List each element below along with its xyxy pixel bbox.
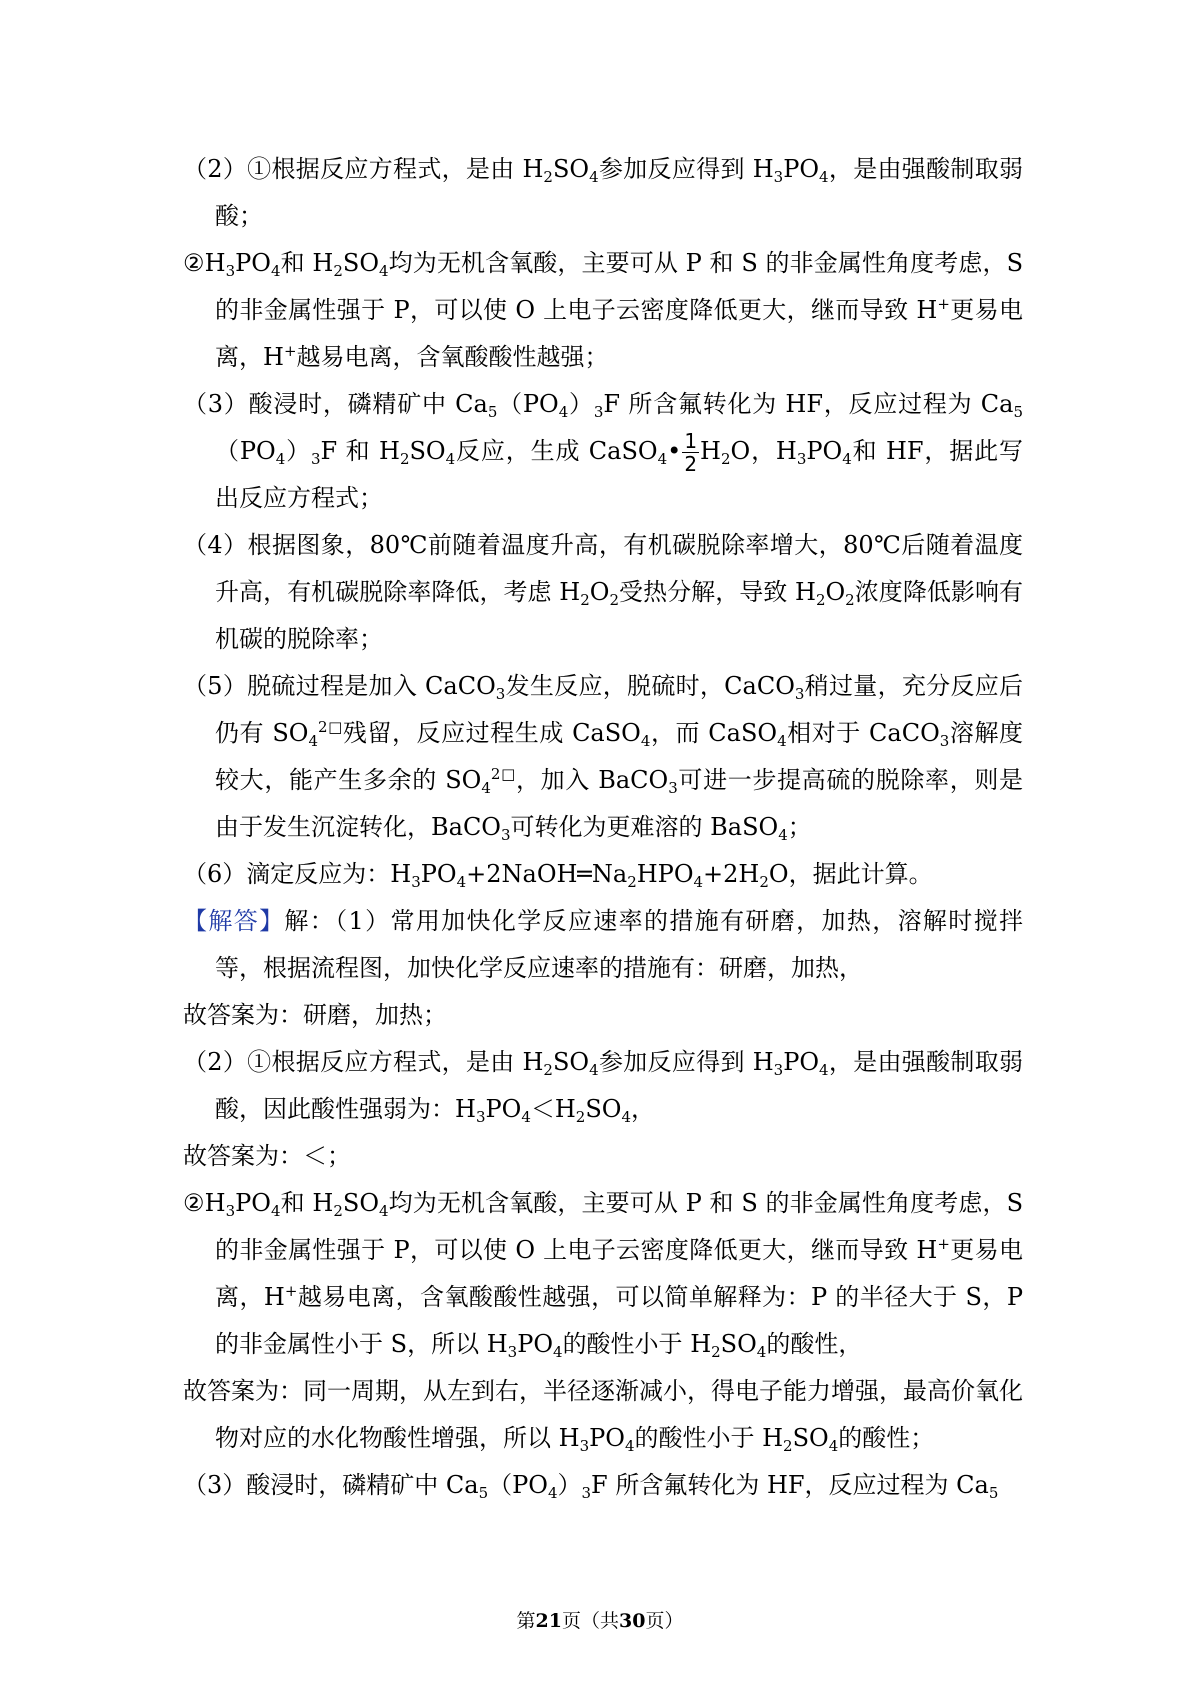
paragraph-analysis-3: （3）酸浸时，磷精矿中 $Ca_5(PO_4)_3F$ 所含氟转化为 HF，反应过程为 $Ca_5(PO_4)_3F$ 和 $H_2SO_4$反应，生成 CaSO$_4$• $\frac{1}{2}$ $H_2O$，$H_3PO_4$和 HF，据此写出反应方程式；	[183, 390, 1024, 512]
paragraph-answer-3: （3）酸浸时，磷精矿中 $Ca_5(PO_4)_3F$ 所含氟转化为 HF，反应过程为 $Ca_5$	[183, 1471, 999, 1502]
current-page-number: 21	[535, 1610, 562, 1632]
paragraph-answer-2-2-result: 故答案为：同一周期，从左到右，半径逐渐减小，得电子能力增强，最高价氧化物对应的水化物酸性增强，所以 $H_3PO_4$的酸性小于 $H_2SO_4$的酸性；	[183, 1377, 1023, 1455]
paragraph-analysis-2-2: $②H_3PO_4$和 $H_2SO_4$均为无机含氧酸，主要可从 P 和 S 的非金属性角度考虑，S 的非金属性强于 P，可以使 O 上电子云密度降低更大，继而导致 H+更易电离，H+越易电离，含氧酸酸性越强；	[183, 249, 1024, 371]
paragraph-answer-2-1: （2）①根据反应方程式，是由 $H_2SO_4$参加反应得到 $H_3PO_4$，是由强酸制取弱酸，因此酸性强弱为：$H_3PO_4<H_2SO_4$，	[183, 1048, 1024, 1126]
total-page-count: 30	[619, 1610, 646, 1632]
page-body	[183, 146, 1023, 1509]
fraction-one-half: $\frac{1}{2}$	[684, 429, 698, 476]
paragraph-answer-2-2: $②H_3PO_4$和 $H_2SO_4$均为无机含氧酸，主要可从 P 和 S 的非金属性角度考虑，S 的非金属性强于 P，可以使 O 上电子云密度降低更大，继而导致 H+更易电离，H+越易电离，含氧酸酸性越强，可以简单解释为：P 的半径大于 S，P 的非金属性小于 S，所以 $H_3PO_4$的酸性小于 $H_2SO_4$的酸性，	[183, 1189, 1024, 1361]
paragraph-analysis-5: （5）脱硫过程是加入 CaCO$_3$发生反应，脱硫时，CaCO$_3$稍过量，充分反应后仍有 $SO_4^{2□}$残留，反应过程生成 CaSO$_4$，而 CaSO$_4$相对于 CaCO$_3$溶解度较大，能产生多余的 $SO_4^{2□}$，加入 BaCO$_3$可进一步提高硫的脱除率，则是由于发生沉淀转化，BaCO$_3$可转化为更难溶的 BaSO$_4$；	[183, 672, 1024, 844]
paragraph-analysis-6: （6）滴定反应为：$H_3PO_4+2NaOH═Na_2HPO_4+2H_2O$，据此计算。	[183, 860, 933, 891]
page-footer: 第21页（共30页）	[516, 1610, 684, 1632]
paragraph-answer-1-result: 故答案为：研磨，加热；	[183, 1001, 447, 1029]
paragraph-answer-1: 【解答】解：（1）常用加快化学反应速率的措施有研磨，加热，溶解时搅拌等，根据流程图，加快化学反应速率的措施有：研磨，加热，	[183, 907, 1023, 982]
answer-tag: 【解答】	[183, 907, 285, 935]
paragraph-analysis-4: （4）根据图象，80℃前随着温度升高，有机碳脱除率增大，80℃后随着温度升高，有机碳脱除率降低，考虑 $H_2O_2$受热分解，导致 $H_2O_2$浓度降低影响有机碳的脱除率；	[183, 531, 1024, 653]
paragraph-answer-2-1-result: 故答案为：＜；	[183, 1142, 351, 1170]
paragraph-analysis-2-1: （2）①根据反应方程式，是由 $H_2SO_4$参加反应得到 $H_3PO_4$，是由强酸制取弱酸；	[183, 155, 1024, 230]
